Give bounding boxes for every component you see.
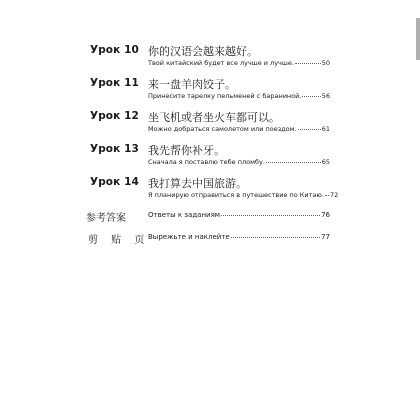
lesson-subtitle-russian: Можно добраться самолетом или поездом.	[148, 125, 297, 133]
dot-leader	[325, 195, 329, 196]
toc-entry-lesson-13[interactable]	[90, 143, 330, 176]
lesson-subtitle-russian: Сначала я поставлю тебе пломбу.	[148, 158, 265, 166]
lesson-title-chinese: 来一盘羊肉饺子。	[148, 78, 236, 91]
appendix-text-russian: Ответы к заданиям	[148, 211, 221, 219]
lesson-number: Урок 10	[90, 44, 139, 56]
dot-leader	[298, 129, 321, 130]
page-number: 50	[321, 59, 330, 67]
appendix-label-chinese: 参考答案	[86, 213, 126, 224]
page-number: 61	[321, 125, 330, 133]
lesson-title-chinese: 坐飞机或者坐火车都可以。	[148, 111, 280, 124]
lesson-subtitle-russian: Принесите тарелку пельменей с бараниной.	[148, 92, 302, 100]
page-number: 56	[321, 92, 330, 100]
lesson-title-chinese: 你的汉语会越来越好。	[148, 45, 258, 58]
page-edge-marker	[416, 18, 420, 60]
page-number: 65	[321, 158, 330, 166]
lesson-subtitle-line	[148, 125, 330, 133]
lesson-subtitle-line	[148, 59, 330, 67]
appendix-label-chinese: 剪 贴 页	[88, 235, 150, 246]
lesson-subtitle-russian: Я планирую отправиться в путешествие по Китаю.	[148, 191, 324, 199]
page-number: 76	[321, 211, 330, 219]
dot-leader	[231, 237, 320, 238]
toc-entry-lesson-10[interactable]	[90, 44, 330, 77]
lesson-number: Урок 11	[90, 77, 139, 89]
toc-entry-cutouts[interactable]	[90, 231, 330, 253]
table-of-contents	[86, 44, 339, 253]
lesson-title-chinese: 我先帮你补牙。	[148, 144, 225, 157]
dot-leader	[266, 162, 321, 163]
dot-leader	[295, 63, 321, 64]
lesson-subtitle-line	[148, 158, 330, 166]
lesson-subtitle-russian: Твой китайский будет все лучше и лучше.	[148, 59, 294, 67]
toc-entry-lesson-12[interactable]	[90, 110, 330, 143]
lesson-number: Урок 13	[90, 143, 139, 155]
appendix-line	[148, 233, 330, 241]
lesson-subtitle-line	[148, 191, 339, 199]
lesson-number: Урок 12	[90, 110, 139, 122]
lesson-number: Урок 14	[90, 176, 139, 188]
appendix-line	[148, 211, 330, 219]
dot-leader	[302, 96, 320, 97]
dot-leader	[221, 215, 320, 216]
toc-entry-lesson-11[interactable]	[90, 77, 330, 110]
toc-entry-lesson-14[interactable]	[90, 176, 339, 209]
page-number: 77	[321, 233, 330, 241]
page-number: 72	[329, 191, 339, 199]
lesson-title-chinese: 我打算去中国旅游。	[148, 177, 247, 190]
lesson-subtitle-line	[148, 92, 330, 100]
appendix-text-russian: Вырежьте и наклейте	[148, 233, 230, 241]
toc-entry-answers[interactable]	[86, 209, 330, 231]
